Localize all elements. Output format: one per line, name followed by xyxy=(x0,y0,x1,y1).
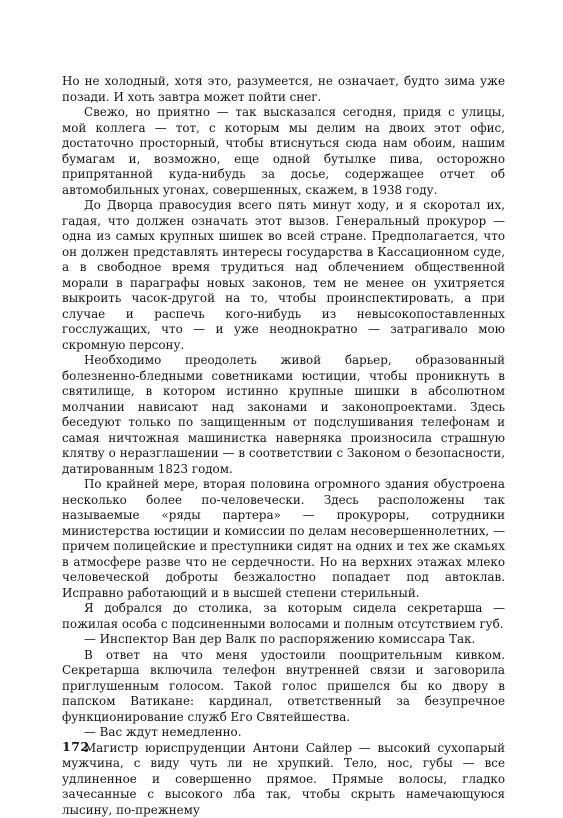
paragraph: Но не холодный, хотя это, разумеется, не означает, будто зима уже позади. И хоть завтра может пойти снег. xyxy=(62,74,505,105)
page-number: 172 xyxy=(62,739,90,754)
paragraph: По крайней мере, вторая половина огромного здания обустроена несколько более по-человечески. Здесь расположены так называемые «ряды партера» — прокуроры, сотрудники министерства юстиции и комиссии по делам несовершеннолетних, — причем полицейские и преступники сидят на одних и тех же скамьях в атмосфере разве что не сердечности. Но на верхних этажах млеко человеческой доброты безжалостно попадает под автоклав. Исправно работающий и в высшей степени стерильный. xyxy=(62,477,505,601)
dialogue-line: — Вас ждут немедленно. xyxy=(62,725,505,741)
paragraph: В ответ на что меня удостоили поощрительным кивком. Секретарша включила телефон внутренней связи и заговорила приглушенным голосом. Такой голос пришелся бы ко двору в папском Ватикане: кардинал, ответственный за безупречное функционирование служб Его Святейшества. xyxy=(62,648,505,726)
paragraph: До Дворца правосудия всего пять минут ходу, и я скоротал их, гадая, что должен означать этот вызов. Генеральный прокурор — одна из самых крупных шишек во всей стране. Предполагается, что он должен представлять интересы государства в Кассационном суде, а в свободное время трудиться над облечением общественной морали в параграфы новых законов, тем не менее он ухитряется выкроить часок-другой на то, чтобы проинспектировать, а при случае и распечь кого-нибудь из невысокопоставленных госслужащих, что — и уже неоднократно — затрагивало мою скромную персону. xyxy=(62,198,505,353)
dialogue-line: — Инспектор Ван дер Валк по распоряжению комиссара Так. xyxy=(62,632,505,648)
book-page-text xyxy=(62,74,505,818)
paragraph: Необходимо преодолеть живой барьер, образованный болезненно-бледными советниками юстиции, чтобы проникнуть в святилище, в котором истинно крупные шишки в абсолютном молчании нависают над законами и законопроектами. Здесь беседуют только по защищенным от подслушивания телефонам и самая ничтожная машинистка наверняка произносила страшную клятву о неразглашении — в соответствии с Законом о безопасности, датированным 1823 годом. xyxy=(62,353,505,477)
paragraph: Свежо, но приятно — так высказался сегодня, придя с улицы, мой коллега — тот, с которым мы делим на двоих этот офис, достаточно просторный, чтобы втиснуться сюда нам обоим, нашим бумагам и, возможно, еще одной бутылке пива, осторожно припрятанной куда-нибудь за досье, содержащее отчет об автомобильных угонах, совершенных, скажем, в 1938 году. xyxy=(62,105,505,198)
paragraph: Магистр юриспруденции Антони Сайлер — высокий сухопарый мужчина, с виду чуть ли не хрупкий. Тело, нос, губы — все удлиненное и совершенно прямое. Прямые волосы, гладко зачесанные с высокого лба так, чтобы скрыть намечающуюся лысину, по-прежнему xyxy=(62,741,505,818)
paragraph: Я добрался до столика, за которым сидела секретарша — пожилая особа с подсиненными волосами и полным отсутствием губ. xyxy=(62,601,505,632)
